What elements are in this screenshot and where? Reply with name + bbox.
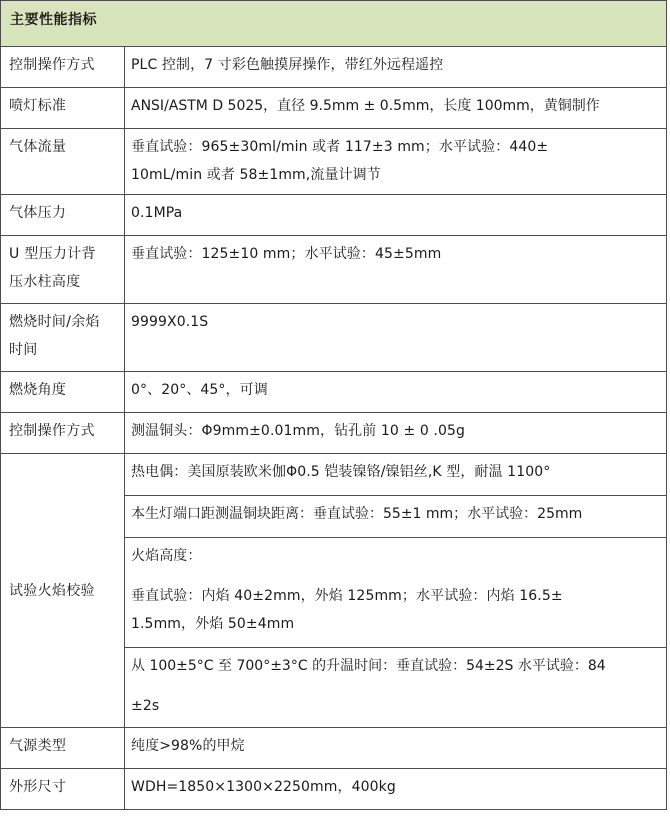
row-value: 0.1MPa: [125, 195, 667, 236]
row-label: [1, 236, 125, 304]
flame-height-value: [125, 538, 667, 648]
table-row: [1, 304, 667, 372]
table-row: [1, 236, 667, 304]
row-value: 0°、20°、45°，可调: [125, 372, 667, 413]
row-value: WDH=1850×1300×2250mm，400kg: [125, 769, 667, 810]
row-value: [125, 88, 667, 129]
flame-height-line: 垂直试验：内焰 40±2mm，外焰 125mm；水平试验：内焰 16.5±: [131, 588, 563, 604]
heating-line: 从 100±5°C 至 700°±3°C 的升温时间：垂直试验：54±2S 水平试验：84: [131, 658, 606, 674]
row-label: 外形尺寸: [1, 769, 125, 810]
calibration-label: 试验火焰校验: [1, 454, 125, 728]
row-value: 测温铜头：Φ9mm±0.01mm，钻孔前 10 ± 0 .05g: [125, 413, 667, 454]
row-label: 气体流量: [1, 129, 125, 195]
flame-height-title: 火焰高度：: [131, 548, 202, 564]
row-value: 垂直试验：125±10 mm；水平试验：45±5mm: [125, 236, 667, 304]
heating-time-value: [125, 648, 667, 728]
table-title: 主要性能指标: [1, 1, 667, 47]
row-label: 控制操作方式: [1, 413, 125, 454]
table-row: [1, 129, 667, 195]
row-label: 喷灯标准: [1, 88, 125, 129]
thermocouple-value: 热电偶：美国原装欧米伽Φ0.5 铠装镍铬/镍铝丝,K 型，耐温 1100°: [125, 454, 667, 496]
table-row: [1, 372, 667, 413]
row-value: 纯度>98%的甲烷: [125, 728, 667, 769]
table-row: [1, 769, 667, 810]
row-label: [1, 304, 125, 372]
table-row: [1, 413, 667, 454]
value-line: 垂直试验：965±30ml/min 或者 117±3 mm；水平试验：440±: [131, 139, 549, 155]
label-line: 压水柱高度: [9, 274, 81, 290]
row-value: [125, 129, 667, 195]
row-label: 燃烧角度: [1, 372, 125, 413]
label-line: 燃烧时间/余焰: [9, 314, 100, 330]
table-header-row: [1, 1, 667, 47]
table-row: [1, 195, 667, 236]
table-row: [1, 88, 667, 129]
table-row: [1, 454, 667, 496]
value-line: 本生灯端口距测温铜块距离：垂直试验：55±1 mm；水平试验：25mm: [131, 506, 583, 522]
table-row: [1, 47, 667, 88]
table-row: [1, 728, 667, 769]
row-value: 9999X0.1S: [125, 304, 667, 372]
row-label: 气源类型: [1, 728, 125, 769]
row-value: PLC 控制，7 寸彩色触摸屏操作，带红外远程遥控: [125, 47, 667, 88]
distance-value: [125, 496, 667, 538]
flame-height-line: 1.5mm，外焰 50±4mm: [131, 616, 295, 632]
row-label: 控制操作方式: [1, 47, 125, 88]
label-line: 时间: [9, 342, 38, 358]
value-line: 10mL/min 或者 58±1mm,流量计调节: [131, 167, 381, 183]
row-label: 气体压力: [1, 195, 125, 236]
value-line: ANSI/ASTM D 5025，直径 9.5mm ± 0.5mm，长度 100mm，黄铜制作: [131, 98, 600, 114]
heating-line: ±2s: [131, 698, 160, 714]
label-line: U 型压力计背: [9, 246, 96, 262]
